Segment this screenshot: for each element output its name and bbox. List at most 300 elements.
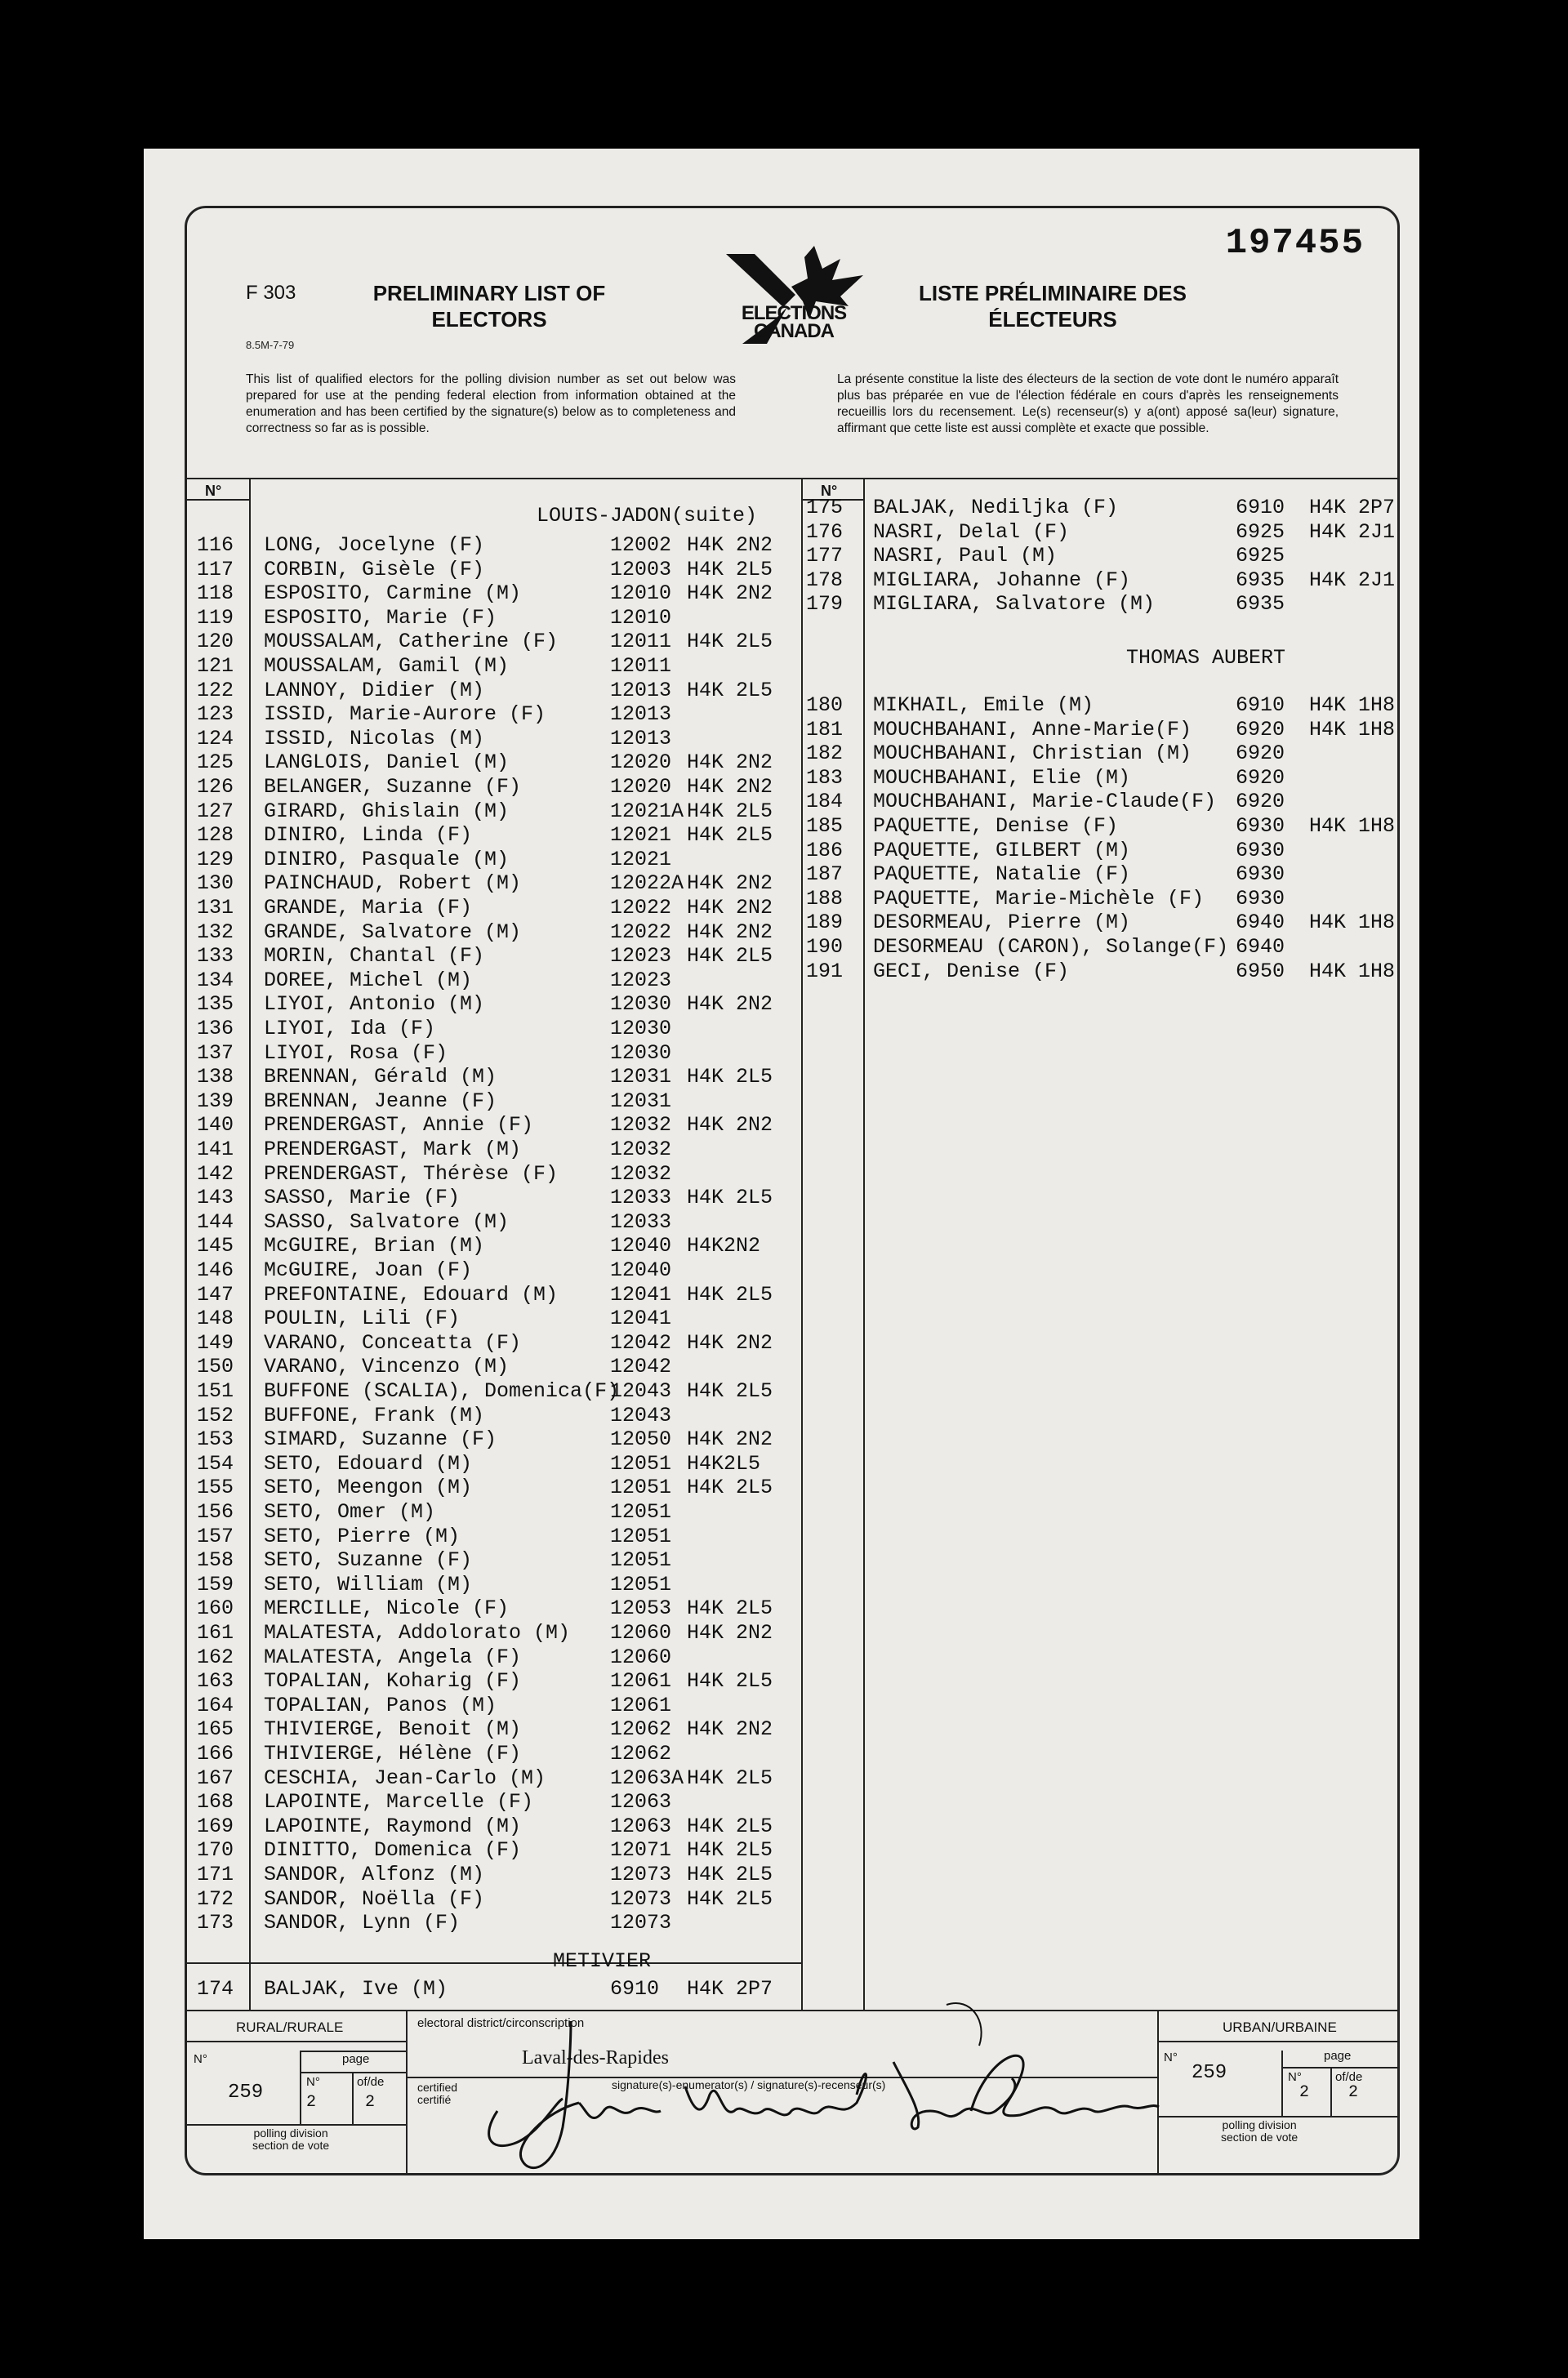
elector-name: LONG, Jocelyne (F) <box>264 533 485 557</box>
rural-rule <box>187 2041 406 2042</box>
elector-name: BUFFONE (SCALIA), Domenica(F) <box>264 1379 620 1403</box>
street-address: 12051 <box>610 1524 672 1548</box>
list-item <box>187 1815 791 1839</box>
street-address: 12061 <box>610 1693 672 1717</box>
district-value: Laval-des-Rapides <box>522 2047 669 2069</box>
street-address: 12020 <box>610 775 672 799</box>
urban-of-label: of/de <box>1335 2070 1363 2084</box>
street-address: 12041 <box>610 1282 672 1307</box>
street-address: 12013 <box>610 726 672 750</box>
street-address: 12030 <box>610 1017 672 1040</box>
elector-number: 129 <box>197 847 234 871</box>
elector-number: 127 <box>197 799 234 823</box>
elector-name: DOREE, Michel (M) <box>264 968 473 992</box>
elector-number: 144 <box>197 1209 234 1234</box>
elector-name: GRANDE, Salvatore (M) <box>264 920 522 944</box>
elector-number: 123 <box>197 702 234 727</box>
street-address: 12003 <box>610 557 672 581</box>
elector-name: PRENDERGAST, Mark (M) <box>264 1138 522 1161</box>
urban-page-label: page <box>1324 2049 1352 2063</box>
postal-code: H4K 2N2 <box>687 992 773 1017</box>
elector-name: MALATESTA, Addolorato (M) <box>264 1621 571 1645</box>
elector-name: PAQUETTE, GILBERT (M) <box>873 838 1131 862</box>
list-item <box>187 1863 791 1887</box>
postal-code: H4K 2N2 <box>687 1330 773 1355</box>
rural-no-label: N° <box>194 2052 207 2066</box>
elector-name: MIGLIARA, Johanne (F) <box>873 568 1131 592</box>
postal-code: H4K 2J1 <box>1309 519 1396 544</box>
list-item <box>187 750 791 775</box>
elector-number: 130 <box>197 871 234 896</box>
postal-code: H4K 2L5 <box>687 1065 773 1089</box>
elector-name: SETO, Meengon (M) <box>264 1476 473 1500</box>
list-item <box>187 1404 791 1428</box>
elector-number: 133 <box>197 944 234 969</box>
list-item <box>801 544 1400 568</box>
elector-number: 176 <box>806 519 844 544</box>
elector-number: 184 <box>806 790 844 814</box>
elector-name: MIKHAIL, Emile (M) <box>873 693 1094 717</box>
list-item <box>187 1742 791 1766</box>
street-address: 12020 <box>610 750 672 775</box>
rural-page-no-label: N° <box>306 2075 320 2089</box>
list-item <box>187 1669 791 1694</box>
elector-name: DINIRO, Linda (F) <box>264 823 473 848</box>
elector-name: BUFFONE, Frank (M) <box>264 1403 485 1427</box>
elector-name: SETO, Pierre (M) <box>264 1524 461 1548</box>
elector-name: SASSO, Salvatore (M) <box>264 1209 510 1234</box>
elector-number: 142 <box>197 1161 234 1186</box>
postal-code: H4K 2N2 <box>687 1717 773 1742</box>
list-item <box>187 1887 791 1912</box>
list-item <box>187 1621 791 1645</box>
elector-name: MOUSSALAM, Catherine (F) <box>264 630 559 654</box>
certified-label: certified certifié <box>417 2081 458 2106</box>
elector-number: 143 <box>197 1186 234 1210</box>
postal-code: H4K 2N2 <box>687 896 773 920</box>
elector-number: 172 <box>197 1886 234 1911</box>
document-sheet <box>144 149 1419 2239</box>
elector-name: THIVIERGE, Hélène (F) <box>264 1742 522 1766</box>
street-address: 12040 <box>610 1258 672 1282</box>
elector-name: GIRARD, Ghislain (M) <box>264 799 510 823</box>
list-item <box>187 1089 791 1114</box>
street-address: 12073 <box>610 1911 672 1935</box>
no-column-header-right: N° <box>821 483 838 499</box>
elector-name: MIGLIARA, Salvatore (M) <box>873 592 1156 617</box>
rural-of-value: 2 <box>365 2093 376 2112</box>
list-item: 174 BALJAK, Ive (M) 6910 H4K 2P7 <box>197 1977 773 2001</box>
street-address: 12073 <box>610 1863 672 1886</box>
elector-name: VARANO, Vincenzo (M) <box>264 1355 510 1379</box>
list-item <box>801 790 1400 814</box>
list-item <box>187 1427 791 1452</box>
list-item <box>801 935 1400 960</box>
elector-name: MALATESTA, Angela (F) <box>264 1645 522 1669</box>
elector-number: 191 <box>806 959 844 983</box>
list-item <box>187 654 791 679</box>
elector-name: CORBIN, Gisèle (F) <box>264 557 485 581</box>
list-item <box>187 533 791 558</box>
urban-page-value: 2 <box>1299 2083 1310 2102</box>
elector-number: 154 <box>197 1451 234 1476</box>
street-address: 12063 <box>610 1790 672 1815</box>
street-address: 6930 <box>1236 862 1285 887</box>
elector-number: 158 <box>197 1548 234 1573</box>
elector-name: NASRI, Paul (M) <box>873 544 1058 568</box>
postal-code: H4K 2L5 <box>687 1669 773 1694</box>
postal-code: H4K 2L5 <box>687 1766 773 1790</box>
list-item <box>187 1065 791 1089</box>
list-item <box>187 1525 791 1549</box>
street-address: 6920 <box>1236 717 1285 741</box>
elector-number: 122 <box>197 678 234 702</box>
elector-number: 171 <box>197 1863 234 1886</box>
elector-name: DESORMEAU (CARON), Solange(F) <box>873 935 1229 959</box>
elector-name: LANGLOIS, Daniel (M) <box>264 750 510 775</box>
electors-list-form <box>185 206 1400 2175</box>
postal-code: H4K 2N2 <box>687 775 773 799</box>
street-address: 12053 <box>610 1596 672 1621</box>
signature-label: signature(s)-enumerator(s) / signature(s)-recenseur(s) <box>612 2078 886 2091</box>
elector-number: 173 <box>197 1911 234 1935</box>
title-french: LISTE PRÉLIMINAIRE DES ÉLECTEURS <box>919 281 1187 332</box>
street-address: 12033 <box>610 1209 672 1234</box>
elector-name: LAPOINTE, Raymond (M) <box>264 1814 522 1838</box>
postal-code: H4K 2N2 <box>687 581 773 606</box>
elector-number: 117 <box>197 557 234 581</box>
urban-bottom-rule <box>1157 2116 1397 2117</box>
elector-number: 175 <box>806 496 844 519</box>
street-address: 12032 <box>610 1138 672 1161</box>
elector-name: MOUCHBAHANI, Marie-Claude(F) <box>873 790 1217 814</box>
list-item <box>187 823 791 848</box>
elector-number: 179 <box>806 592 844 617</box>
street-address: 12040 <box>610 1234 672 1258</box>
street-address: 12061 <box>610 1669 672 1694</box>
elector-number: 168 <box>197 1790 234 1815</box>
elector-name: DESORMEAU, Pierre (M) <box>873 911 1131 935</box>
urban-no-label: N° <box>1164 2051 1178 2064</box>
elector-number: 166 <box>197 1742 234 1766</box>
rural-polling-number: 259 <box>228 2082 264 2104</box>
street-address: 12011 <box>610 654 672 678</box>
elector-number: 190 <box>806 935 844 959</box>
elector-name: SETO, Omer (M) <box>264 1500 436 1524</box>
street-address: 6930 <box>1236 886 1285 911</box>
elector-number: 134 <box>197 968 234 992</box>
street-address: 6935 <box>1236 592 1285 617</box>
street-address: 12041 <box>610 1307 672 1331</box>
list-item <box>187 1476 791 1500</box>
elector-number: 185 <box>806 814 844 838</box>
elector-number: 153 <box>197 1427 234 1452</box>
elector-name: LAPOINTE, Marcelle (F) <box>264 1790 534 1815</box>
street-address: 6950 <box>1236 959 1285 983</box>
street-address: 6925 <box>1236 519 1285 544</box>
street-address: 12062 <box>610 1717 672 1742</box>
elector-number: 160 <box>197 1596 234 1621</box>
postal-code: H4K2L5 <box>687 1451 761 1476</box>
street-address: 6920 <box>1236 765 1285 790</box>
elector-name: MOUCHBAHANI, Anne-Marie(F) <box>873 717 1192 741</box>
revision-code: 8.5M-7-79 <box>246 339 295 351</box>
postal-code: H4K 2L5 <box>687 630 773 654</box>
street-address: 12051 <box>610 1476 672 1500</box>
urban-page-rule <box>1281 2067 1397 2069</box>
postal-code: H4K 2L5 <box>687 1596 773 1621</box>
elector-number: 164 <box>197 1693 234 1717</box>
street-address: 12050 <box>610 1427 672 1452</box>
elector-number: 155 <box>197 1476 234 1500</box>
list-item <box>801 887 1400 911</box>
street-address: 12051 <box>610 1451 672 1476</box>
elector-name: MERCILLE, Nicole (F) <box>264 1596 510 1621</box>
elector-number: 167 <box>197 1766 234 1790</box>
list-item <box>187 1138 791 1162</box>
postal-code: H4K 1H8 <box>1309 717 1396 741</box>
elector-number: 165 <box>197 1717 234 1742</box>
elector-number: 157 <box>197 1524 234 1548</box>
street-address: 6910 <box>1236 496 1285 519</box>
elector-number: 138 <box>197 1065 234 1089</box>
list-item <box>187 1911 791 1935</box>
postal-code: H4K 2N2 <box>687 1621 773 1645</box>
elector-number: 187 <box>806 862 844 887</box>
street-address: 6925 <box>1236 544 1285 568</box>
last-entry-rule <box>187 1962 801 1964</box>
form-code: F 303 <box>246 282 296 304</box>
postal-code: H4K 2J1 <box>1309 568 1396 592</box>
street-address: 12022A <box>610 871 684 896</box>
elector-number: 145 <box>197 1234 234 1258</box>
elector-number: 178 <box>806 568 844 592</box>
rural-polling-label: polling division section de vote <box>252 2126 330 2152</box>
list-item <box>187 1283 791 1307</box>
postal-code: H4K 2L5 <box>687 944 773 969</box>
list-item <box>187 1573 791 1597</box>
list-item <box>187 969 791 993</box>
elector-number: 182 <box>806 741 844 766</box>
elector-number: 189 <box>806 911 844 935</box>
elector-name: PAQUETTE, Denise (F) <box>873 814 1119 838</box>
street-address: 12060 <box>610 1645 672 1669</box>
street-address: 12032 <box>610 1161 672 1186</box>
list-item <box>187 1162 791 1187</box>
street-address: 12022 <box>610 896 672 920</box>
elector-name: VARANO, Conceatta (F) <box>264 1330 522 1355</box>
elector-number: 152 <box>197 1403 234 1427</box>
elector-name: ISSID, Nicolas (M) <box>264 726 485 750</box>
list-item <box>801 718 1400 742</box>
elector-number: 177 <box>806 544 844 568</box>
street-address: 12010 <box>610 581 672 606</box>
elector-name: PAQUETTE, Natalie (F) <box>873 862 1131 887</box>
list-item <box>801 766 1400 790</box>
list-item <box>187 1017 791 1041</box>
postal-code: H4K 1H8 <box>1309 814 1396 838</box>
list-item <box>801 693 1400 718</box>
elector-name: MOUCHBAHANI, Christian (M) <box>873 741 1192 766</box>
street-address: 6930 <box>1236 838 1285 862</box>
list-item <box>187 920 791 945</box>
elector-number: 169 <box>197 1814 234 1838</box>
elector-name: PRENDERGAST, Annie (F) <box>264 1113 534 1138</box>
rural-page-value: 2 <box>306 2093 317 2112</box>
elector-name: PREFONTAINE, Edouard (M) <box>264 1282 559 1307</box>
urban-page-split <box>1330 2067 1332 2116</box>
elector-name: CESCHIA, Jean-Carlo (M) <box>264 1766 546 1790</box>
elector-number: 163 <box>197 1669 234 1694</box>
list-item <box>187 992 791 1017</box>
elector-name: SETO, William (M) <box>264 1572 473 1596</box>
elector-name: ESPOSITO, Marie (F) <box>264 605 497 630</box>
list-item <box>187 871 791 896</box>
postal-code: H4K 1H8 <box>1309 693 1396 717</box>
list-item <box>187 581 791 606</box>
street-address: 12051 <box>610 1548 672 1573</box>
postal-code: H4K 2L5 <box>687 1186 773 1210</box>
elector-number: 149 <box>197 1330 234 1355</box>
elector-name: McGUIRE, Brian (M) <box>264 1234 485 1258</box>
elector-name: SIMARD, Suzanne (F) <box>264 1427 497 1452</box>
rural-bottom-rule <box>187 2124 406 2126</box>
list-item <box>187 702 791 727</box>
list-item <box>187 1258 791 1283</box>
list-item <box>187 679 791 703</box>
elector-number: 151 <box>197 1379 234 1403</box>
elector-name: BALJAK, Nediljka (F) <box>873 496 1119 519</box>
postal-code: H4K 2L5 <box>687 1814 773 1838</box>
postal-code: H4K 2L5 <box>687 1838 773 1863</box>
table-top-rule <box>187 478 1397 479</box>
street-address: 12022 <box>610 920 672 944</box>
list-item <box>801 862 1400 887</box>
elector-number: 128 <box>197 823 234 848</box>
list-item <box>187 1186 791 1210</box>
elector-name: SETO, Suzanne (F) <box>264 1548 473 1573</box>
logo-wordmark: ELECTIONS CANADA <box>741 302 847 342</box>
street-address: 12021 <box>610 847 672 871</box>
rural-label: RURAL/RURALE <box>236 2020 344 2035</box>
elector-name: SANDOR, Lynn (F) <box>264 1911 461 1935</box>
street-address: 6935 <box>1236 568 1285 592</box>
district-label: electoral district/circonscription <box>417 2016 585 2030</box>
elector-number: 180 <box>806 693 844 717</box>
enumerator-signatures-icon <box>448 1988 1183 2175</box>
list-item <box>801 814 1400 839</box>
elector-name: BELANGER, Suzanne (F) <box>264 775 522 799</box>
street-address: 6940 <box>1236 935 1285 959</box>
list-item <box>187 1113 791 1138</box>
list-item <box>187 1790 791 1815</box>
elector-number: 121 <box>197 654 234 678</box>
elector-number: 147 <box>197 1282 234 1307</box>
elector-number: 148 <box>197 1307 234 1331</box>
street-address: 6910 <box>1236 693 1285 717</box>
street-heading-metivier: METIVIER <box>553 1949 652 1973</box>
list-item <box>187 1379 791 1404</box>
postal-code: H4K 1H8 <box>1309 959 1396 983</box>
street-address: 12063 <box>610 1814 672 1838</box>
postal-code: H4K2N2 <box>687 1234 761 1258</box>
street-address: 12032 <box>610 1113 672 1138</box>
elector-number: 188 <box>806 886 844 911</box>
elector-number: 118 <box>197 581 234 606</box>
elector-name: DINITTO, Domenica (F) <box>264 1838 522 1863</box>
elector-name: TOPALIAN, Panos (M) <box>264 1693 497 1717</box>
postal-code: H4K 2N2 <box>687 1113 773 1138</box>
list-item <box>187 606 791 630</box>
elector-name: DINIRO, Pasquale (M) <box>264 847 510 871</box>
elector-name: SANDOR, Alfonz (M) <box>264 1863 485 1886</box>
elector-number: 132 <box>197 920 234 944</box>
elector-number: 136 <box>197 1017 234 1040</box>
no-column-header-left: N° <box>205 483 222 499</box>
street-address: 12021A <box>610 799 684 823</box>
street-heading-thomas-aubert: THOMAS AUBERT <box>1126 646 1286 670</box>
list-item <box>801 592 1400 617</box>
street-address: 6940 <box>1236 911 1285 935</box>
rural-page-label: page <box>342 2052 370 2066</box>
elector-number: 141 <box>197 1138 234 1161</box>
street-address: 12013 <box>610 702 672 727</box>
elector-name: PAINCHAUD, Robert (M) <box>264 871 522 896</box>
list-item <box>801 741 1400 766</box>
postal-code: H4K 2L5 <box>687 823 773 848</box>
elector-name: SASSO, Marie (F) <box>264 1186 461 1210</box>
list-item <box>187 1307 791 1331</box>
elector-number: 162 <box>197 1645 234 1669</box>
street-address: 12023 <box>610 944 672 969</box>
list-item <box>187 1500 791 1525</box>
elector-number: 150 <box>197 1355 234 1379</box>
list-item <box>187 1717 791 1742</box>
list-item <box>187 1548 791 1573</box>
street-address: 12010 <box>610 605 672 630</box>
street-address: 6920 <box>1236 741 1285 766</box>
street-address: 12060 <box>610 1621 672 1645</box>
postal-code: H4K 2L5 <box>687 678 773 702</box>
elector-number: 120 <box>197 630 234 654</box>
elector-number: 137 <box>197 1040 234 1065</box>
elector-number: 119 <box>197 605 234 630</box>
street-address: 12063A <box>610 1766 684 1790</box>
list-item <box>187 1596 791 1621</box>
street-address: 6920 <box>1236 790 1285 814</box>
list-item <box>801 960 1400 984</box>
postal-code: H4K 2N2 <box>687 920 773 944</box>
elector-number: 186 <box>806 838 844 862</box>
street-address: 12033 <box>610 1186 672 1210</box>
street-address: 6930 <box>1236 814 1285 838</box>
list-item <box>801 496 1400 520</box>
postal-code: H4K 2L5 <box>687 1886 773 1911</box>
list-item <box>801 568 1400 593</box>
urban-polling-label: polling division section de vote <box>1221 2118 1298 2144</box>
street-address: 12043 <box>610 1403 672 1427</box>
list-item <box>187 1234 791 1258</box>
elector-number: 159 <box>197 1572 234 1596</box>
elector-name: LIYOI, Antonio (M) <box>264 992 485 1017</box>
elector-name: LIYOI, Rosa (F) <box>264 1040 448 1065</box>
list-item <box>187 775 791 799</box>
street-address: 12002 <box>610 533 672 557</box>
intro-text-french: La présente constitue la liste des électeurs de la section de vote dont le numéro apparaît plus bas préparée en vue de l'élection fédérale en cours d'après les renseignements recueillis lors du recensement. Le(s) recenseur(s) y a(ont) apposé sa(leur) signature, affirmant que cette liste est aussi complète et exacte que possible. <box>837 372 1339 435</box>
elector-name: BRENNAN, Gérald (M) <box>264 1065 497 1089</box>
elector-number: 131 <box>197 896 234 920</box>
elector-number: 183 <box>806 765 844 790</box>
